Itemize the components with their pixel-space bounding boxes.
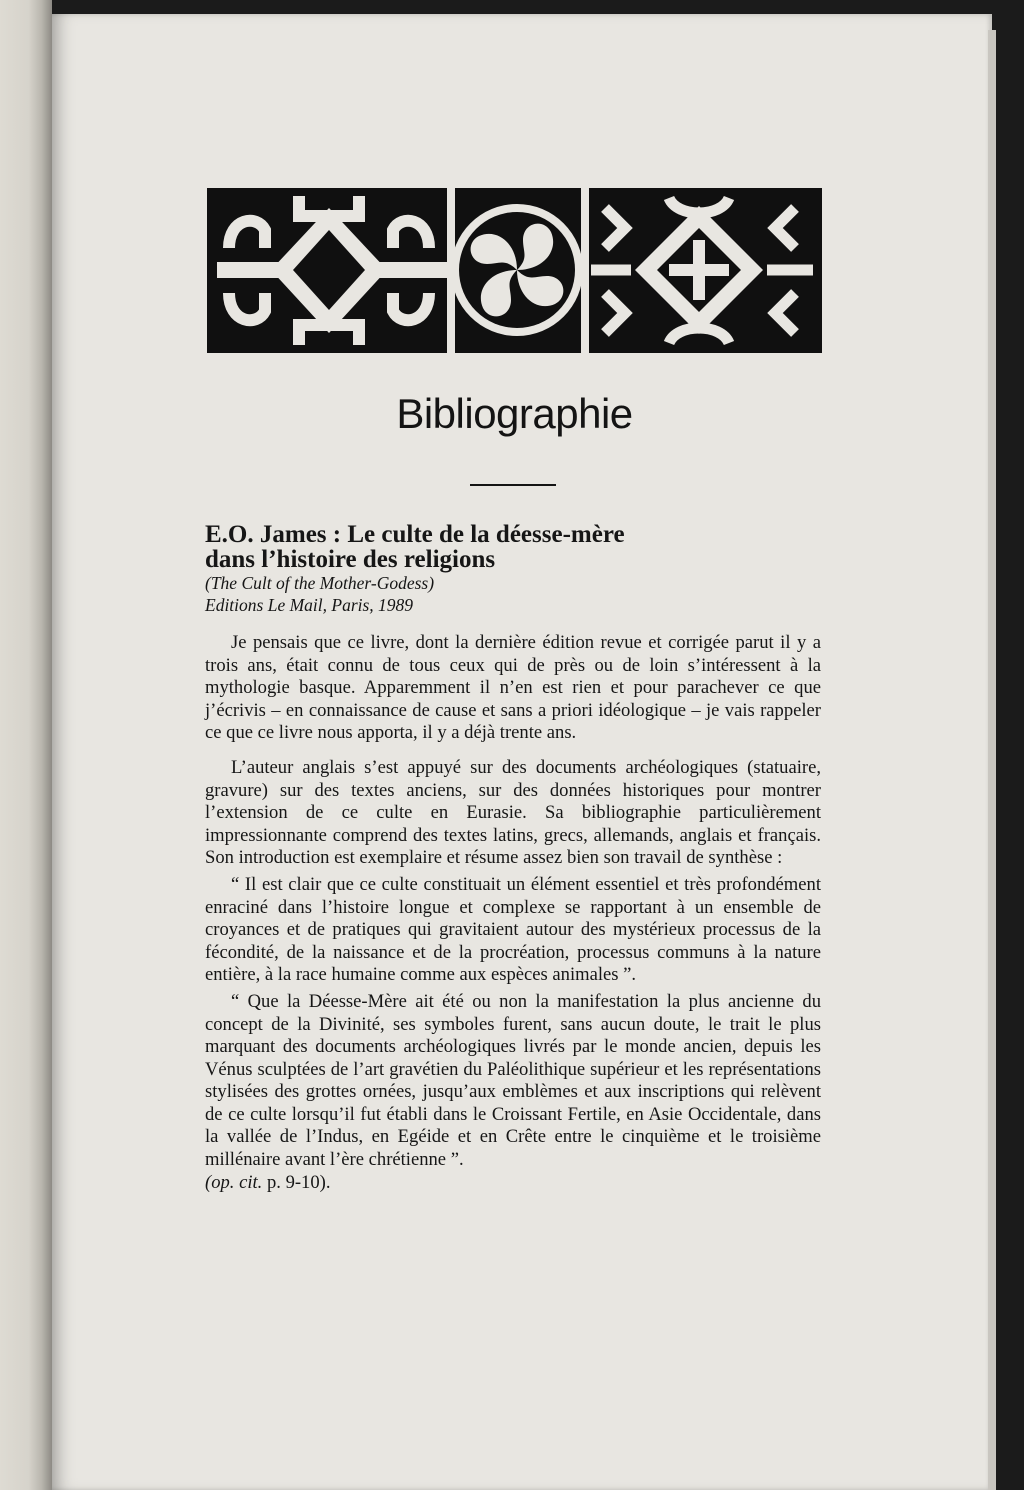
review-body <box>205 632 821 1194</box>
title-divider <box>470 484 556 486</box>
citation <box>205 1172 821 1195</box>
paragraph-author: L’auteur anglais s’est appuyé sur des documents archéologiques (statuaire, gravure) sur des textes anciens, sur des données historiques pour montrer l’extension de ce culte en Eurasie. Sa bibliographie particulièrement impressionnante comprend des textes latins, grecs, allemands, anglais et français. Son introduction est exemplaire et résume assez bien son travail de synthèse : <box>205 756 821 869</box>
book-title-line-1: E.O. James : Le culte de la déesse-mère <box>205 521 625 548</box>
quote-2-text: “ Que la Déesse-Mère ait été ou non la manifestation la plus ancienne du concept de la Divinité, ses symboles furent, sans aucun doute, le trait le plus marquant des documents archéologiques livrés par le monde ancien, depuis les Vénus sculptées de l’art gravétien du Paléolithique supérieur et les représentations stylisées des grottes ornées, jusqu’aux emblèmes et aux inscriptions qui relèvent de ce culte lorsqu’il fut établi dans le Croissant Fertile, en Asie Occidentale, dans la vallée de l’Indus, en Egéide et en Crête entre le cinquième et le troisième millénaire avant l’ère chrétienne ”. <box>205 990 821 1171</box>
section-title: Bibliographie <box>396 390 633 437</box>
book-title-line-2: dans l’histoire des religions <box>205 546 496 573</box>
publisher-info: Editions Le Mail, Paris, 1989 <box>205 595 414 615</box>
review-article <box>205 522 821 1206</box>
quote-paragraph-2 <box>205 991 821 1172</box>
original-title: (The Cult of the Mother-Godess) <box>205 573 435 593</box>
citation-pages: p. 9-10). <box>262 1171 331 1193</box>
facing-page-edge <box>0 0 52 1490</box>
citation-ref: (op. cit. <box>205 1171 263 1193</box>
page-stack-edge <box>988 30 996 1490</box>
basque-ornament-banner <box>207 188 822 353</box>
quote-paragraph-1: “ Il est clair que ce culte constituait un élément essentiel et très profondément enraciné dans l’histoire longue et complexe se rapportant à un ensemble de croyances et de pratiques qui gravitaient autour des mystérieux processus de la fécondité, de la naissance et de la procréation, processus communs à la nature entière, à la race humaine comme aux espèces animales ”. <box>205 873 821 986</box>
paragraph-intro: Je pensais que ce livre, dont la dernière édition revue et corrigée parut il y a trois ans, était connu de tous ceux qui de près ou de loin s’intéressent à la mythologie basque. Apparemment il n’en est rien et pour parachever ce que j’écrivis – en connaissance de cause et sans a priori idéologique – je vais rappeler ce que ce livre nous apporta, il y a déjà trente ans. <box>205 632 821 744</box>
